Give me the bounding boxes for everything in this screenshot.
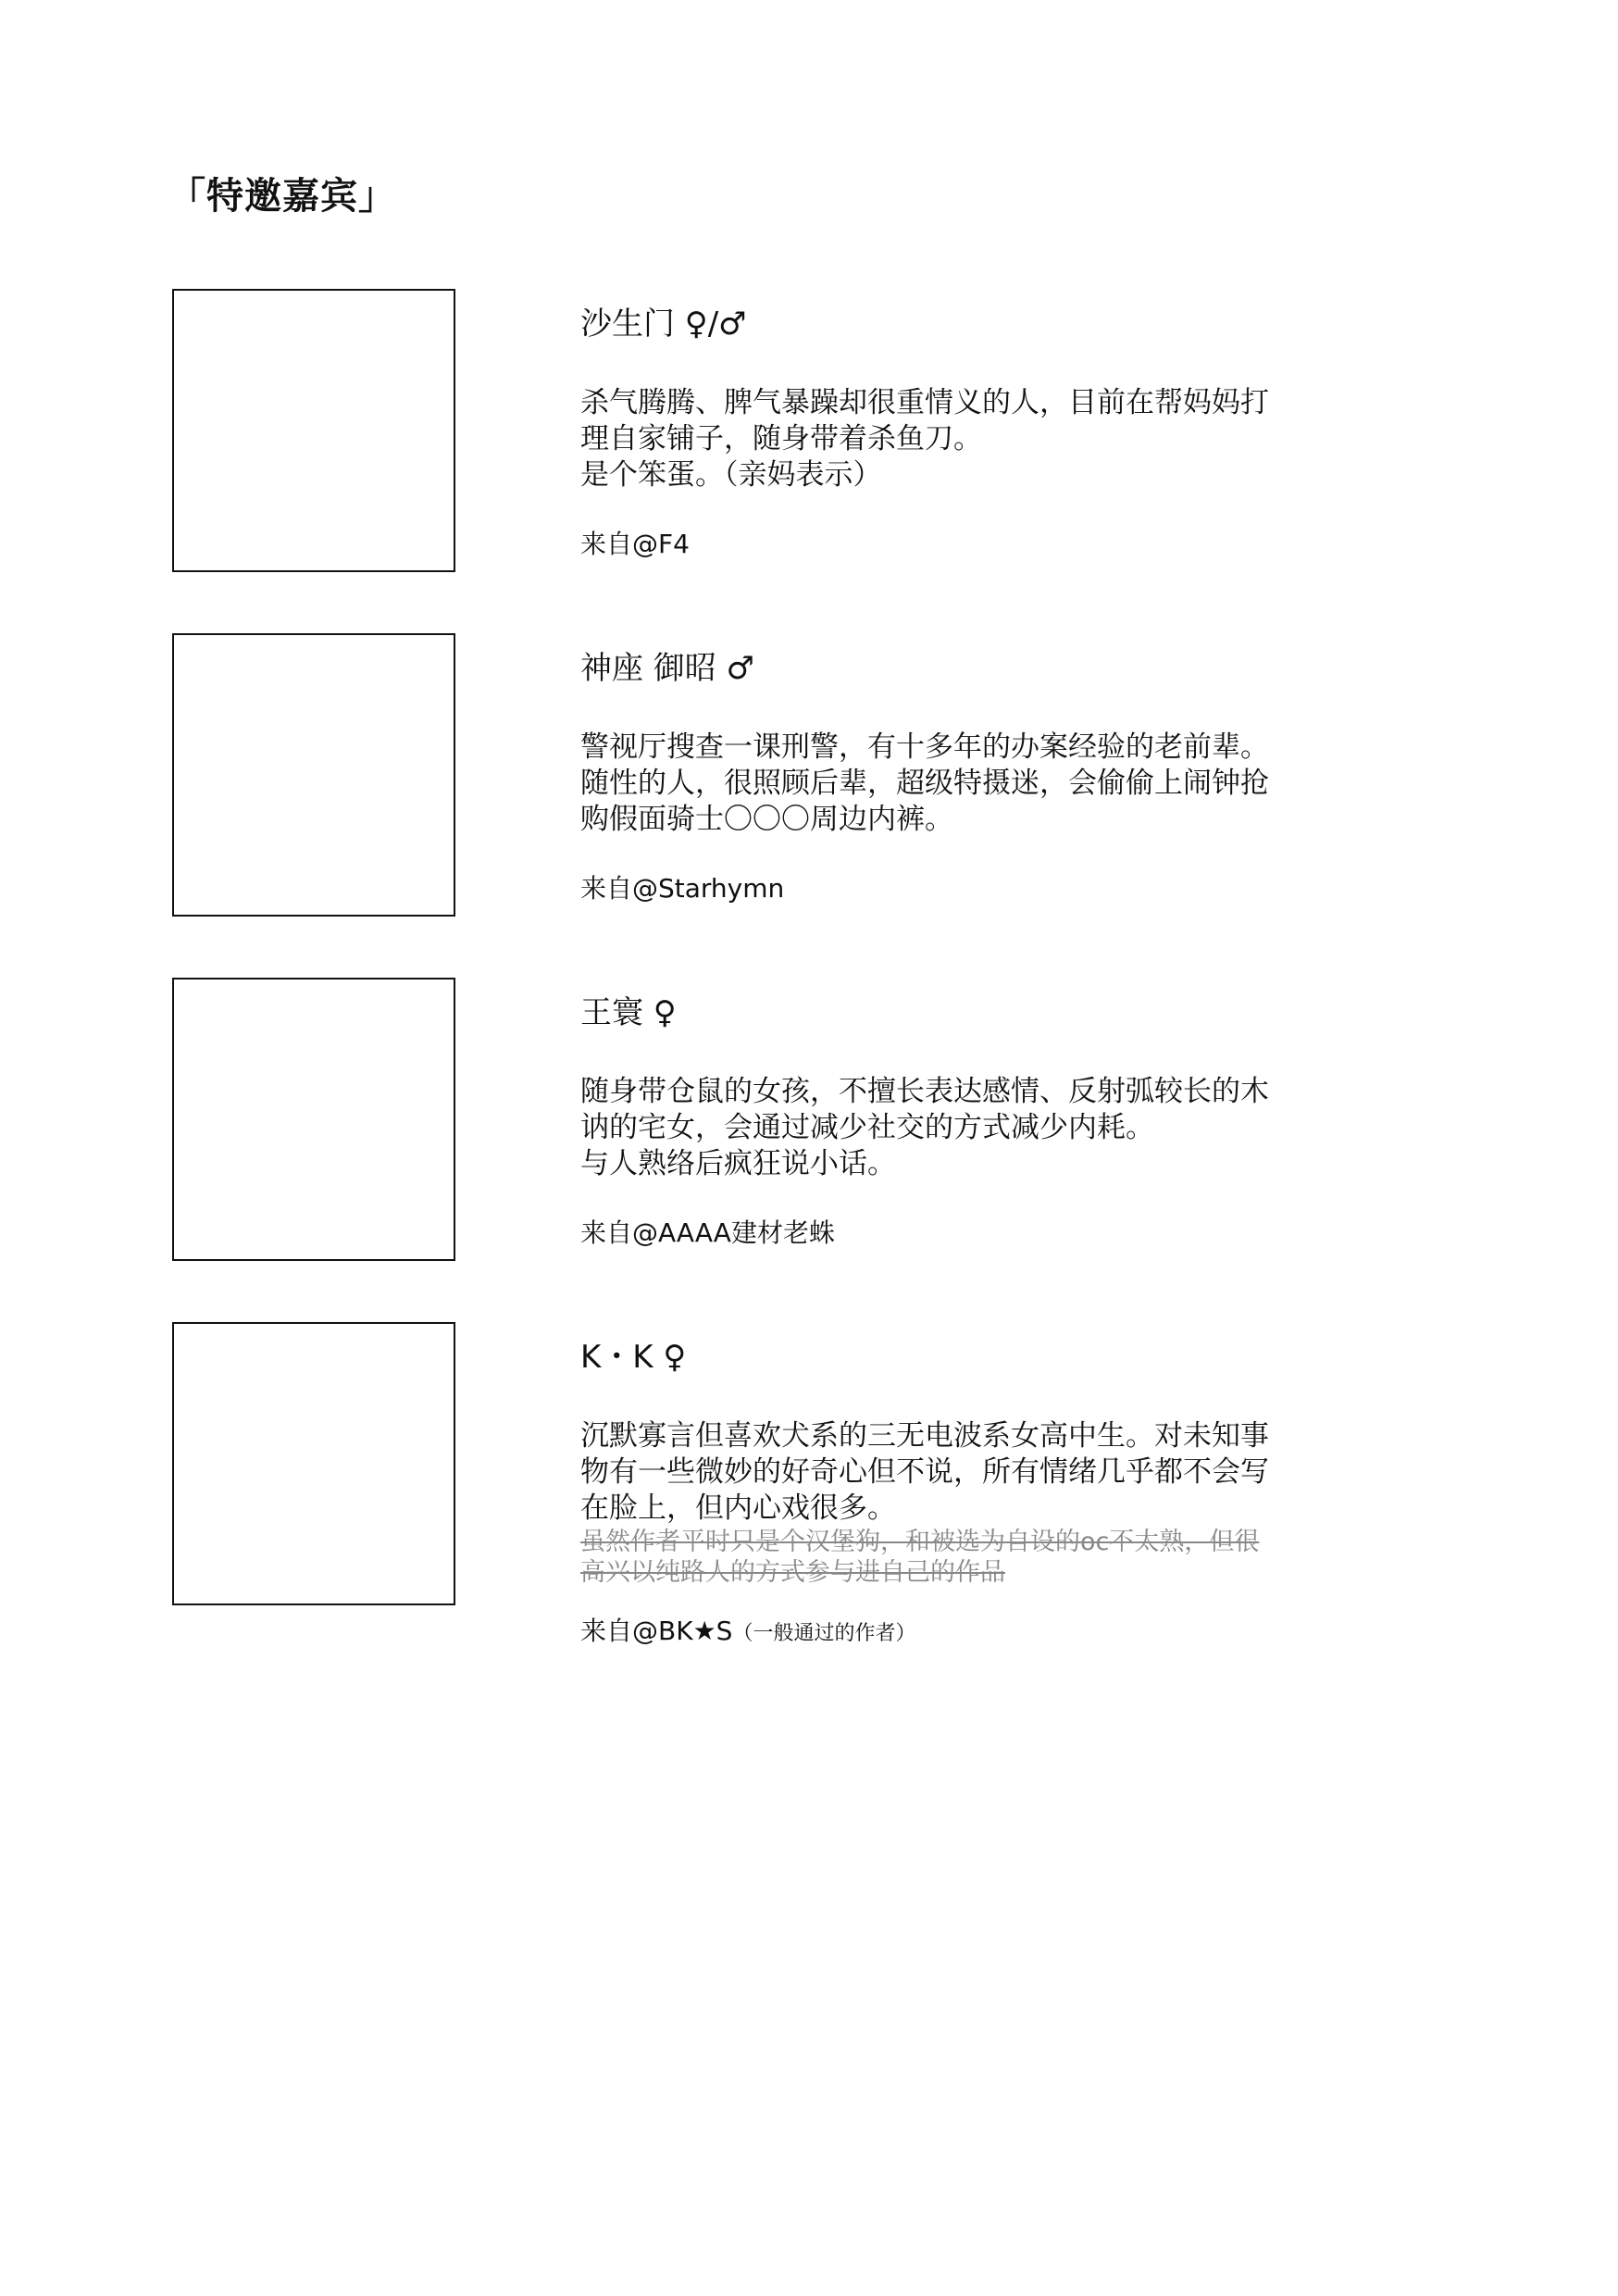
guest-description: [580, 385, 1339, 493]
description-line: 警视厅搜查一课刑警，有十多年的办案经验的老前辈。: [580, 730, 1269, 764]
guest-name: 王寰 ♀: [580, 994, 677, 1031]
guest-name: K・K ♀: [580, 1339, 687, 1376]
portrait-frame: [172, 633, 455, 917]
guest-info: [580, 633, 1339, 905]
guest-source: 来自@Starhymn: [580, 873, 785, 904]
description-line: 理自家铺子，随身带着杀鱼刀。: [580, 422, 982, 455]
guest-description: [580, 730, 1339, 838]
guest-source: 来自@AAAA建材老蛛: [580, 1217, 835, 1248]
note-line: 虽然作者平时只是个汉堡狗，和被选为自设的oc不太熟，但很: [580, 1528, 1260, 1556]
guest-info: [580, 1322, 1339, 1650]
source-handle: 来自@BK★S: [580, 1616, 733, 1646]
portrait-frame: [172, 1322, 455, 1605]
portrait-frame: [172, 978, 455, 1261]
guest-description: [580, 1418, 1339, 1527]
guest-info: [580, 978, 1339, 1249]
description-line: 随性的人，很照顾后辈，超级特摄迷，会偷偷上闹钟抢: [580, 767, 1269, 800]
guest-card: [0, 1322, 1618, 1646]
description-line: 随身带仓鼠的女孩，不擅长表达感情、反射弧较长的木: [580, 1075, 1269, 1108]
portrait-frame: [172, 289, 455, 572]
guest-name: 沙生门 ♀/♂: [580, 306, 747, 343]
source-aside: （一般通过的作者）: [732, 1622, 916, 1645]
guest-info: [580, 289, 1339, 560]
note-line: 高兴以纯路人的方式参与进自己的作品: [580, 1558, 1005, 1587]
description-line: 在脸上，但内心戏很多。: [580, 1491, 896, 1525]
description-line: 讷的宅女，会通过减少社交的方式减少内耗。: [580, 1111, 1154, 1144]
struck-author-note: [580, 1527, 1339, 1588]
description-line: 杀气腾腾、脾气暴躁却很重情义的人，目前在帮妈妈打: [580, 386, 1269, 419]
description-line: 与人熟络后疯狂说小话。: [580, 1147, 896, 1180]
guest-card: [0, 633, 1618, 939]
guest-card: [0, 289, 1618, 594]
description-line: 购假面骑士〇〇〇周边内裤。: [580, 803, 953, 836]
page-title: 「特邀嘉宾」: [168, 175, 396, 218]
guest-card: [0, 978, 1618, 1283]
description-line: 物有一些微妙的好奇心但不说，所有情绪几乎都不会写: [580, 1455, 1269, 1489]
guest-description: [580, 1074, 1339, 1182]
description-line: 沉默寡言但喜欢犬系的三无电波系女高中生。对未知事: [580, 1419, 1269, 1453]
guest-source: 来自@F4: [580, 529, 690, 559]
guest-source: [580, 1616, 1339, 1650]
description-line: 是个笨蛋。（亲妈表示）: [580, 458, 882, 492]
guest-name: 神座 御昭 ♂: [580, 650, 755, 687]
